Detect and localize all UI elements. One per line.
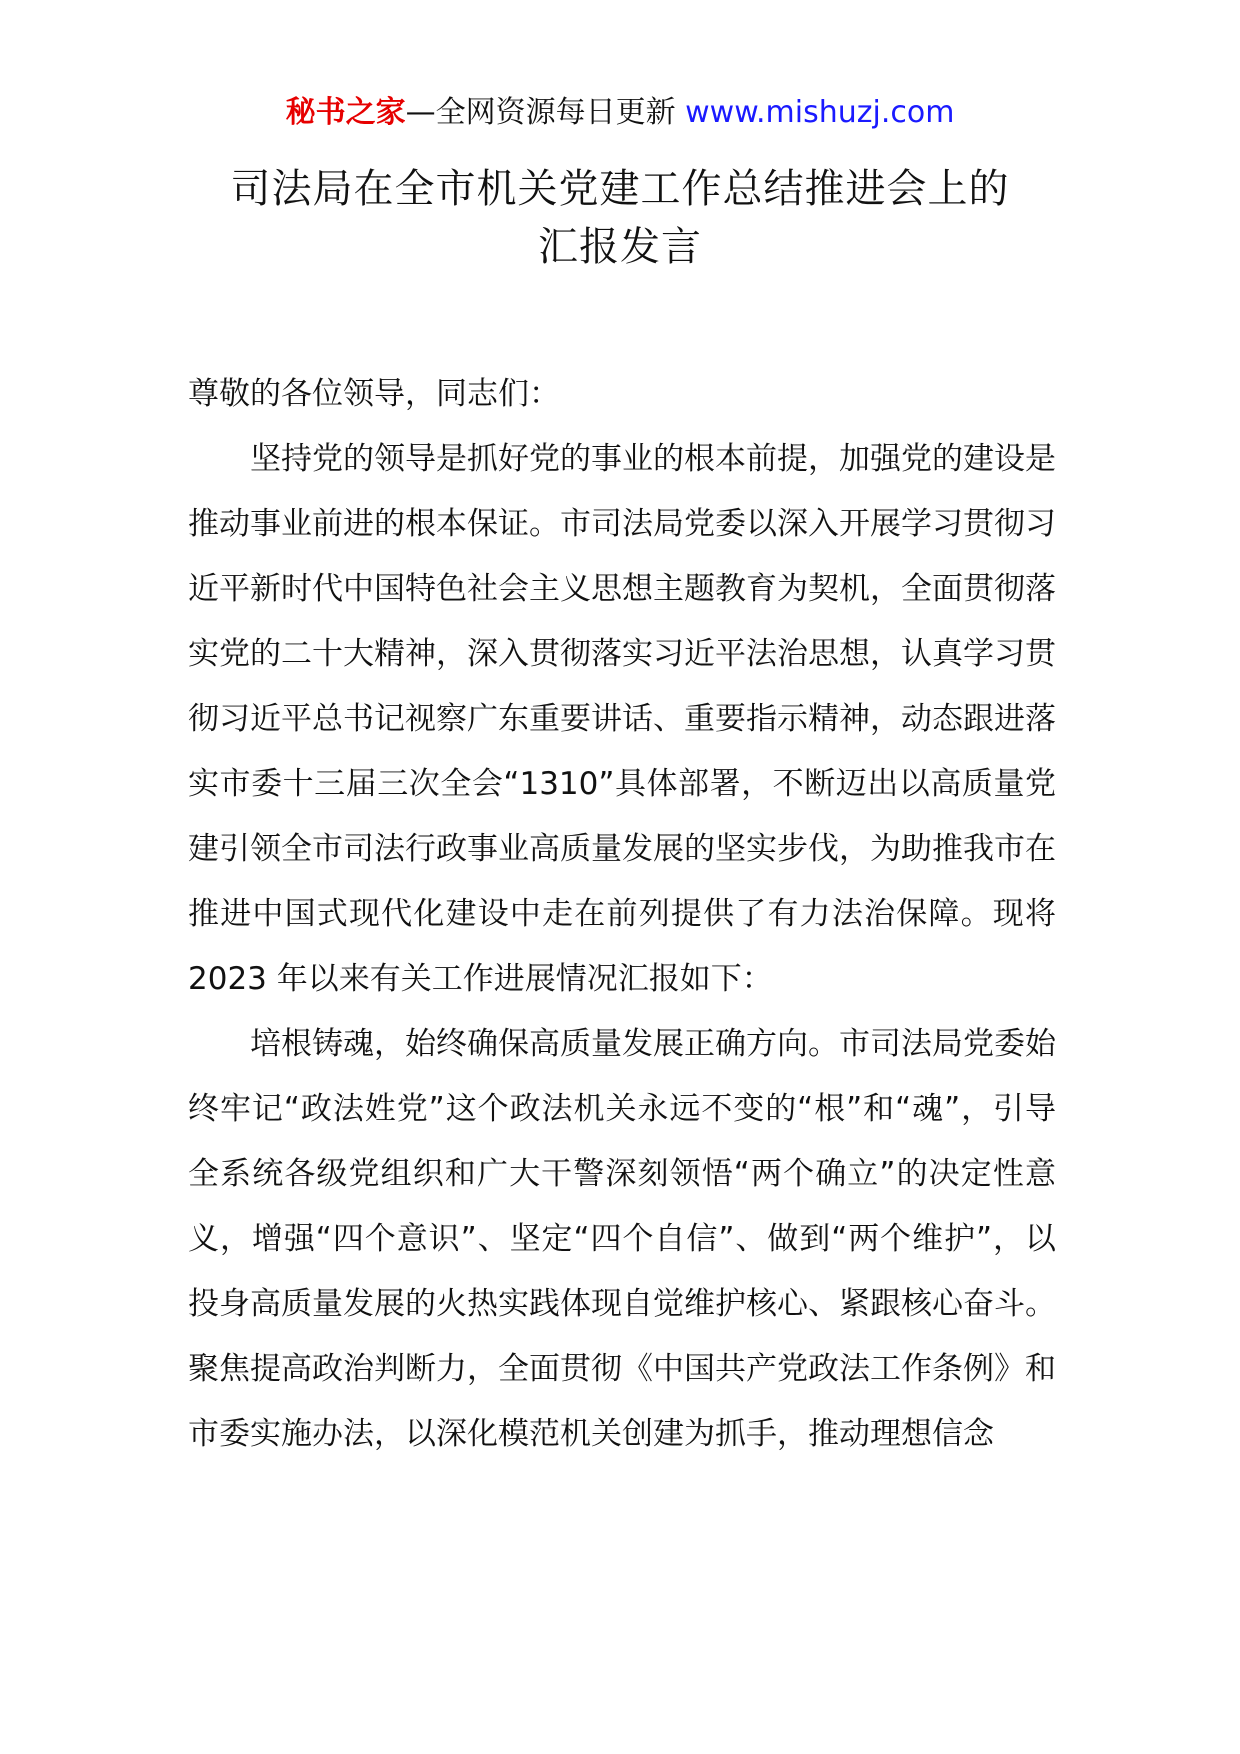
site-header bbox=[0, 93, 1240, 133]
paragraph-section-1: 培根铸魂，始终确保高质量发展正确方向。市司法局党委始终牢记“政法姓党”这个政法机关永远不变的“根”和“魂”，引导全系统各级党组织和广大干警深刻领悟“两个确立”的决定性意义，增强“四个意识”、坚定“四个自信”、做到“两个维护”，以投身高质量发展的火热实践体现自觉维护核心、紧跟核心奋斗。聚焦提高政治判断力，全面贯彻《中国共产党政法工作条例》和市委实施办法，以深化模范机关创建为抓手，推动理想信念 bbox=[188, 1026, 1056, 1452]
document-title bbox=[0, 160, 1240, 276]
site-url-link[interactable]: www.mishuzj.com bbox=[685, 95, 955, 130]
title-line-1: 司法局在全市机关党建工作总结推进会上的 bbox=[230, 166, 1010, 212]
document-body bbox=[188, 362, 1056, 1467]
paragraph-intro: 坚持党的领导是抓好党的事业的根本前提，加强党的建设是推动事业前进的根本保证。市司法局党委以深入开展学习贯彻习近平新时代中国特色社会主义思想主题教育为契机，全面贯彻落实党的二十大精神，深入贯彻落实习近平法治思想，认真学习贯彻习近平总书记视察广东重要讲话、重要指示精神，动态跟进落实市委十三届三次全会“1310”具体部署，不断迈出以高质量党建引领全市司法行政事业高质量发展的坚实步伐，为助推我市在推进中国式现代化建设中走在前列提供了有力法治保障。现将 2023 年以来有关工作进展情况汇报如下： bbox=[188, 441, 1056, 997]
site-slogan: —全网资源每日更新 bbox=[405, 95, 676, 130]
salutation: 尊敬的各位领导，同志们： bbox=[188, 376, 560, 412]
title-line-2: 汇报发言 bbox=[538, 224, 702, 270]
brand-name: 秘书之家 bbox=[285, 95, 406, 130]
